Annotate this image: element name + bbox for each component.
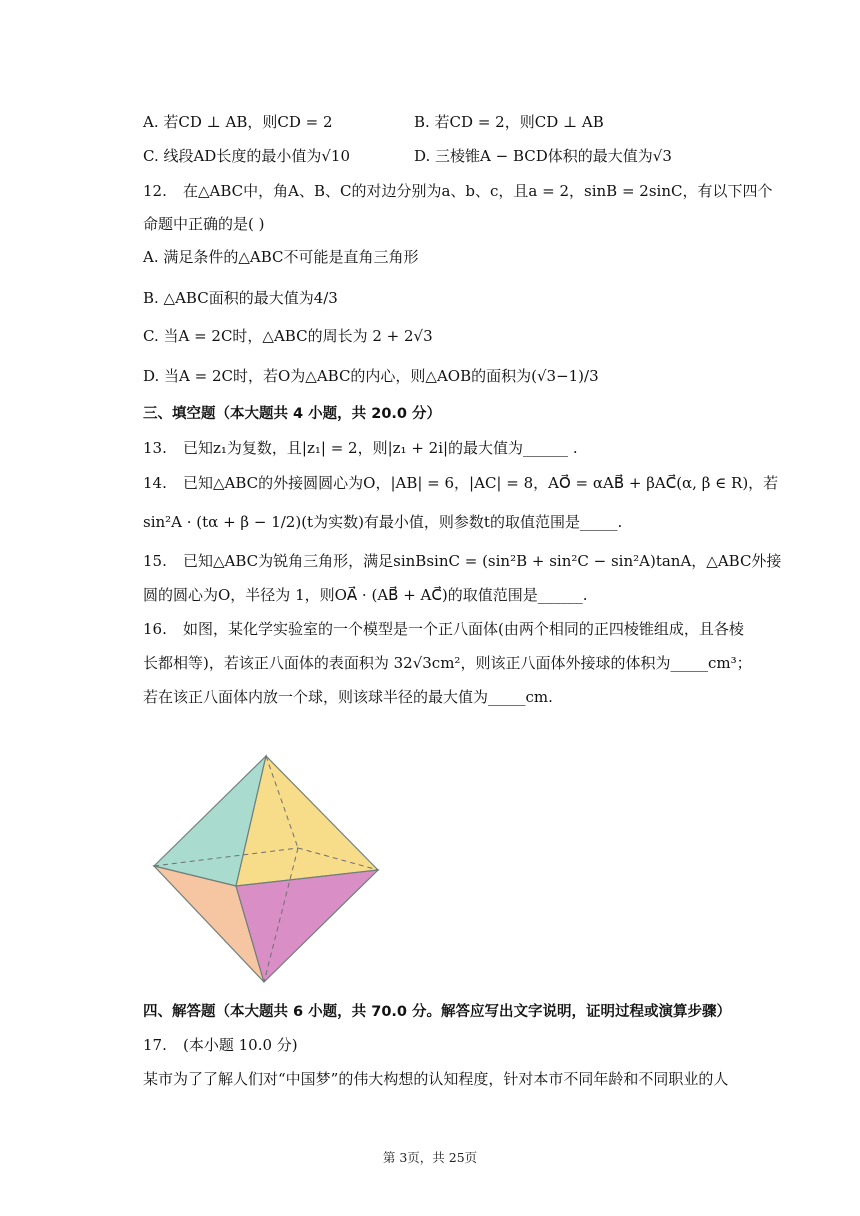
q12-stem [143,180,772,202]
section-4-heading: 四、解答题（本大题共 6 小题，共 70.0 分。解答应写出文字说明，证明过程或演算步骤） [143,1004,732,1020]
q12-option-a: A. 满足条件的△ABC不可能是直角三角形 [143,248,419,266]
q14-number: 14. [143,474,167,492]
q15 [143,550,781,572]
q16 [143,618,744,640]
q11-option-b: B. 若CD = 2，则CD ⊥ AB [414,113,604,131]
q16-line1: 如图，某化学实验室的一个模型是一个正八面体(由两个相同的正四棱锥组成，且各棱 [183,620,744,638]
q12-option-c: C. 当A = 2C时，△ABC的周长为 2 + 2√3 [143,327,433,345]
q12-number: 12. [143,182,167,200]
q13-text: 已知z₁为复数，且|z₁| = 2，则|z₁ + 2i|的最大值为______ . [183,439,578,457]
q12-stem-line2: 命题中正确的是( ) [143,215,265,233]
q15-number: 15. [143,552,167,570]
q11-option-d: D. 三棱锥A − BCD体积的最大值为√3 [414,147,672,165]
page-footer: 第 3页，共 25页 [382,1150,478,1165]
q12-stem-line1: 在△ABC中，角A、B、C的对边分别为a、b、c，且a = 2，sinB = 2sinC，有以下四个 [183,182,773,200]
q17-points: (本小题 10.0 分) [183,1036,298,1054]
q17 [143,1034,298,1056]
q16-line2: 长都相等)，若该正八面体的表面积为 32√3cm²，则该正八面体外接球的体积为_____cm³； [143,654,752,672]
q15-line1: 已知△ABC为锐角三角形，满足sinBsinC = (sin²B + sin²C − sin²A)tanA，△ABC外接 [183,552,782,570]
q12-option-d: D. 当A = 2C时，若O为△ABC的内心，则△AOB的面积为(√3−1)/3 [143,367,599,385]
q12-option-b: B. △ABC面积的最大值为4/3 [143,289,338,307]
q16-line3: 若在该正八面体内放一个球，则该球半径的最大值为_____cm. [143,688,553,706]
q16-number: 16. [143,620,167,638]
q11-option-c: C. 线段AD长度的最小值为√10 [143,147,350,165]
q14-line2: sin²A · (tα + β − 1/2)(t为实数)有最小值，则参数t的取值范围是_____. [143,513,623,531]
section-3-heading: 三、填空题（本大题共 4 小题，共 20.0 分） [143,406,442,422]
q13-number: 13. [143,439,167,457]
q13 [143,437,578,459]
q17-number: 17. [143,1036,167,1054]
q14-line1: 已知△ABC的外接圆圆心为O，|AB| = 6，|AC| = 8，AO⃗ = αAB⃗ + βAC⃗(α, β ∈ R)，若 [183,474,779,492]
q15-line2: 圆的圆心为O，半径为 1，则OA⃗ · (AB⃗ + AC⃗)的取值范围是______. [143,586,588,604]
q14 [143,472,778,494]
octahedron-figure [148,752,384,988]
q11-option-a: A. 若CD ⊥ AB，则CD = 2 [143,113,333,131]
q17-text: 某市为了了解人们对“中国梦”的伟大构想的认知程度，针对本市不同年龄和不同职业的人 [143,1070,729,1088]
